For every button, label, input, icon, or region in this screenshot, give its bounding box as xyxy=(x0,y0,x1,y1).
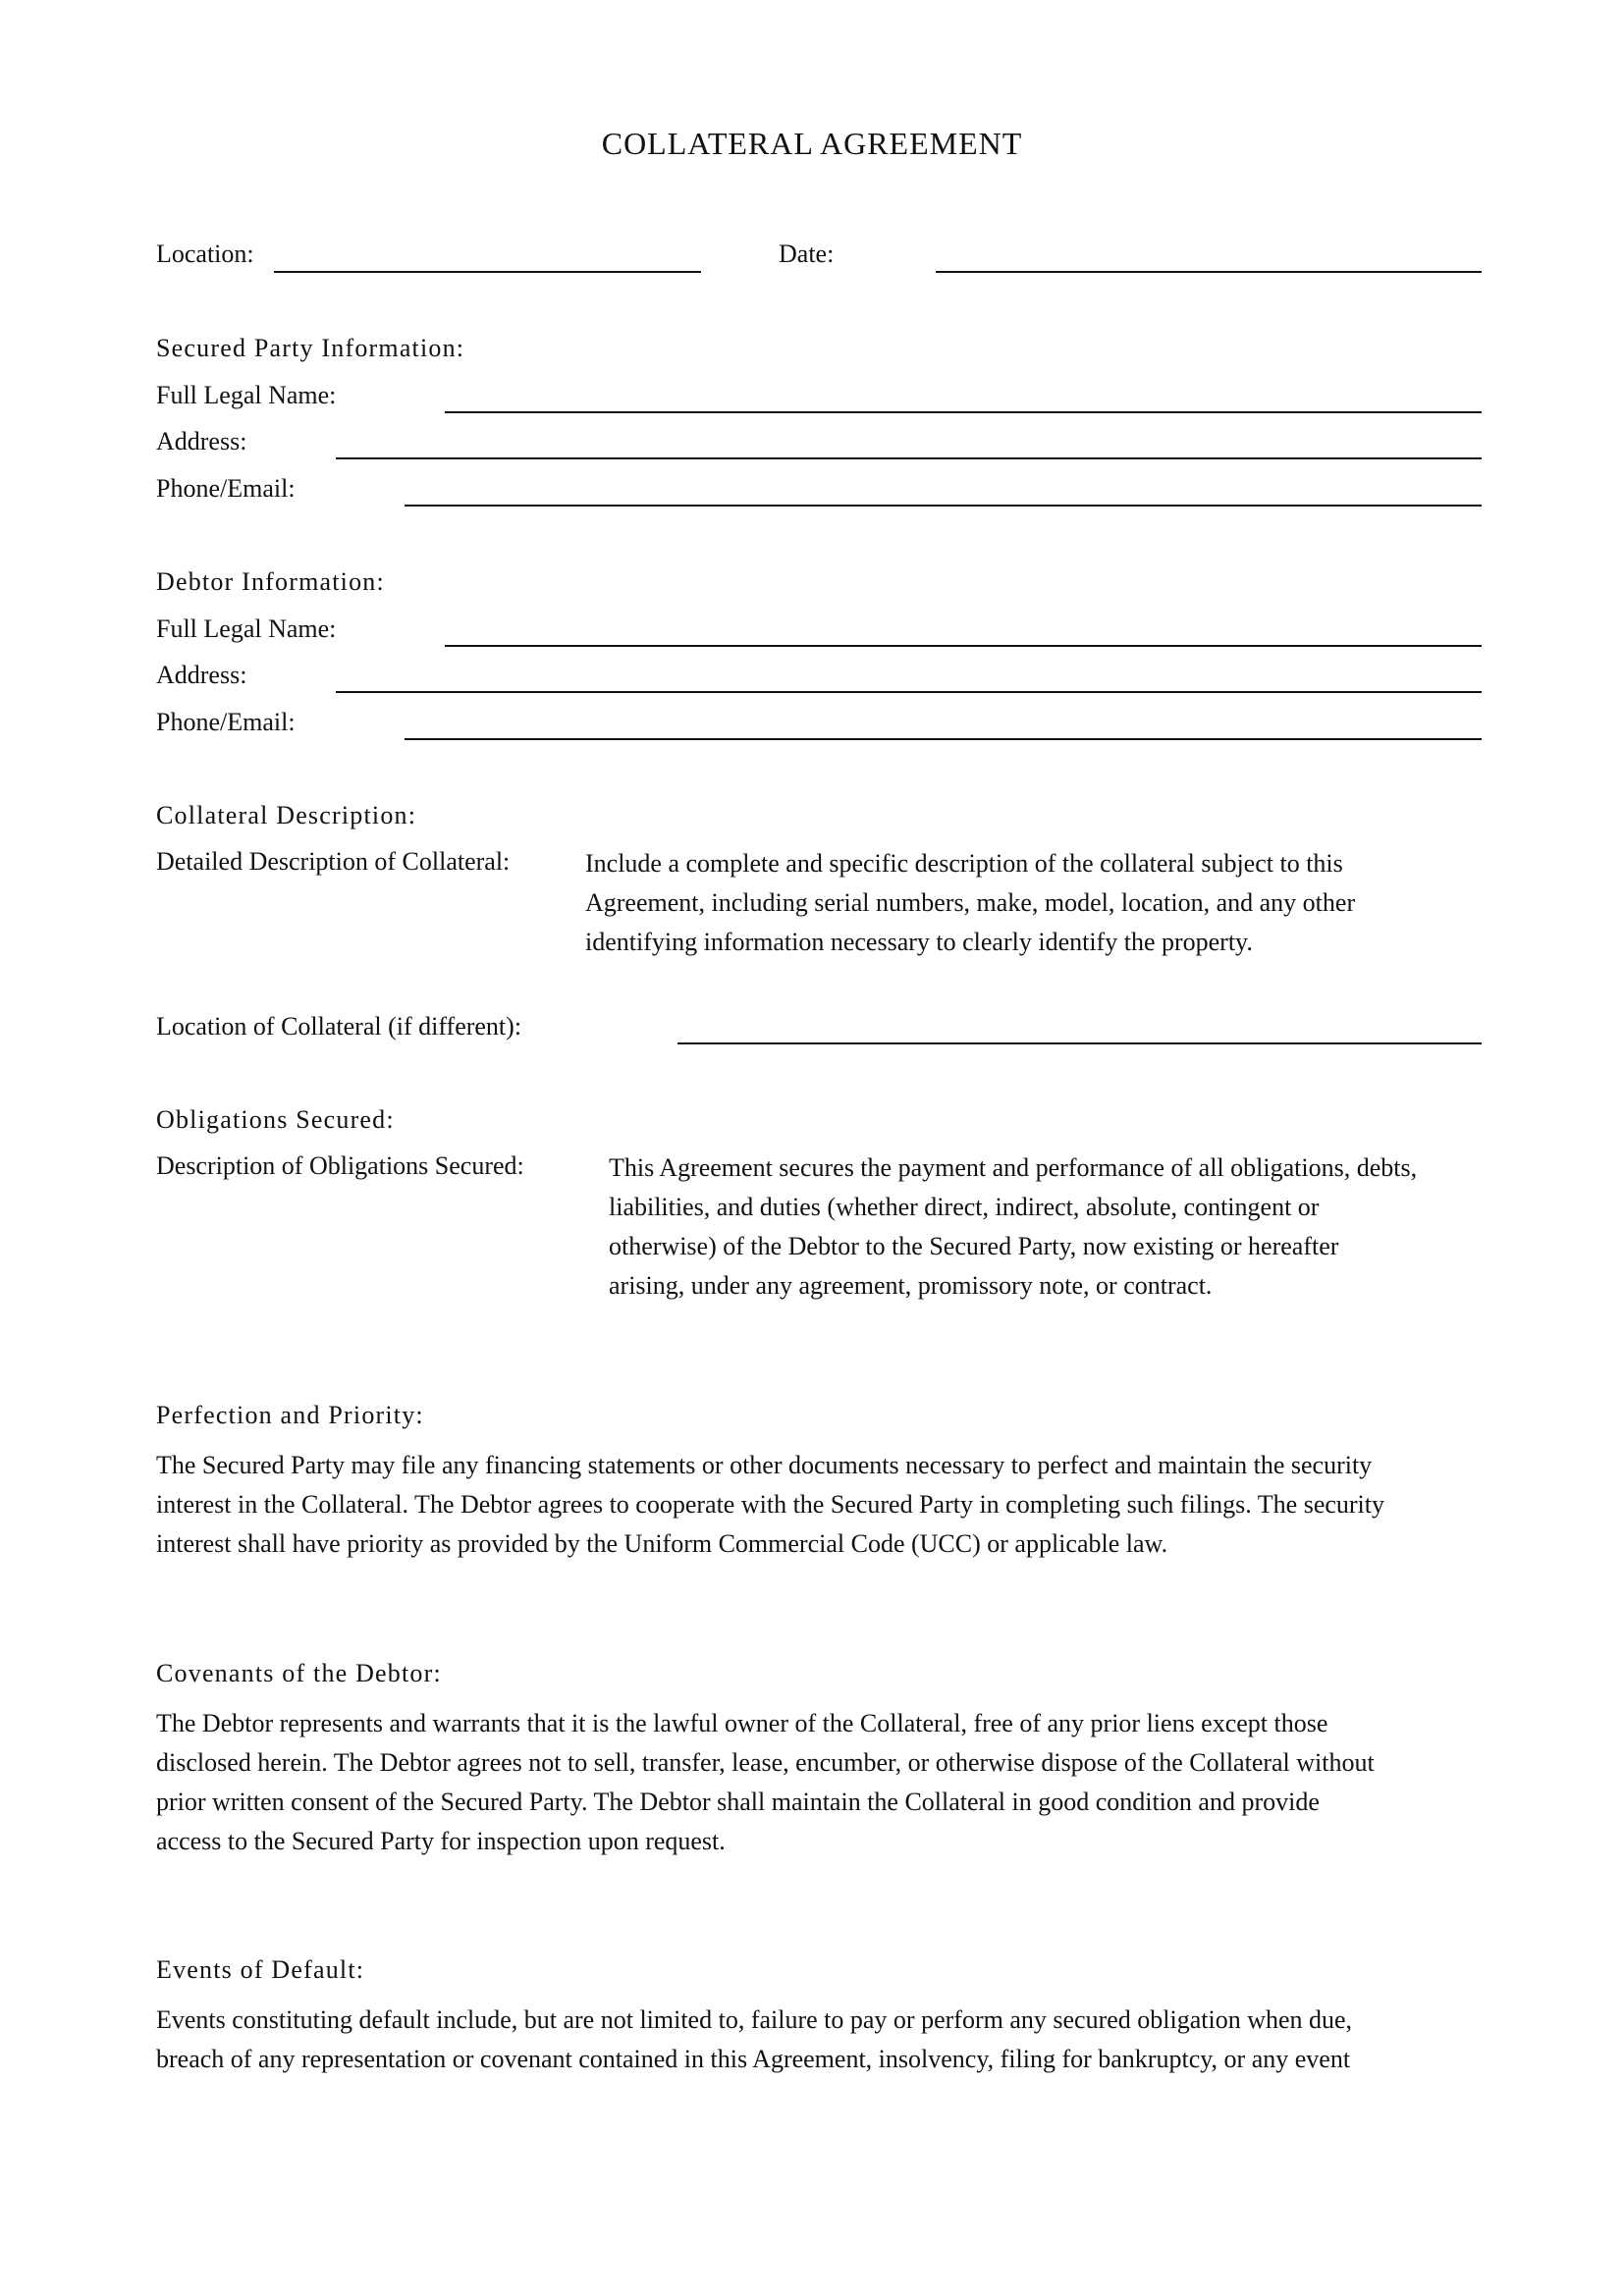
text-line: liabilities, and duties (whether direct, indirect, absolute, contingent or xyxy=(609,1193,1320,1221)
text-line: Include a complete and specific description of the collateral subject to this xyxy=(585,849,1343,878)
debtor-address-label: Address: xyxy=(156,661,247,689)
debtor-contact-field[interactable] xyxy=(405,738,1482,740)
collateral-location-field[interactable] xyxy=(677,1042,1482,1044)
text-line: breach of any representation or covenant contained in this Agreement, insolvency, filing for bankruptcy, or any event xyxy=(156,2045,1351,2073)
text-line: identifying information necessary to clearly identify the property. xyxy=(585,928,1253,956)
text-line: Agreement, including serial numbers, make, model, location, and any other xyxy=(585,888,1356,917)
default-heading: Events of Default: xyxy=(156,1955,365,1984)
text-line: Events constituting default include, but are not limited to, failure to pay or perform any secured obligation when due, xyxy=(156,2005,1353,2034)
secured-party-heading: Secured Party Information: xyxy=(156,334,465,362)
debtor-name-label: Full Legal Name: xyxy=(156,614,337,643)
text-line: The Secured Party may file any financing statements or other documents necessary to perfect and maintain the security xyxy=(156,1451,1373,1479)
secured-party-name-field[interactable] xyxy=(445,411,1482,413)
document-title: COLLATERAL AGREEMENT xyxy=(601,126,1023,161)
text-line: arising, under any agreement, promissory note, or contract. xyxy=(609,1271,1213,1300)
collateral-detail-label: Detailed Description of Collateral: xyxy=(156,847,511,876)
covenants-heading: Covenants of the Debtor: xyxy=(156,1659,442,1687)
perfection-text xyxy=(156,1446,1384,1564)
text-line: interest shall have priority as provided by the Uniform Commercial Code (UCC) or applicable law. xyxy=(156,1529,1168,1558)
text-line: otherwise) of the Debtor to the Secured Party, now existing or hereafter xyxy=(609,1232,1339,1260)
perfection-heading: Perfection and Priority: xyxy=(156,1401,424,1429)
text-line: disclosed herein. The Debtor agrees not to sell, transfer, lease, encumber, or otherwise dispose of the Collateral without xyxy=(156,1748,1375,1777)
collateral-location-label: Location of Collateral (if different): xyxy=(156,1012,522,1041)
covenants-text xyxy=(156,1704,1375,1861)
debtor-heading: Debtor Information: xyxy=(156,567,385,596)
location-label: Location: xyxy=(156,240,254,268)
collateral-heading: Collateral Description: xyxy=(156,801,417,829)
text-line: prior written consent of the Secured Party. The Debtor shall maintain the Collateral in good condition and provide xyxy=(156,1788,1320,1816)
debtor-address-field[interactable] xyxy=(336,691,1482,693)
text-line: This Agreement secures the payment and performance of all obligations, debts, xyxy=(609,1153,1418,1182)
debtor-name-field[interactable] xyxy=(445,645,1482,647)
secured-party-contact-field[interactable] xyxy=(405,505,1482,507)
default-text xyxy=(156,2001,1352,2079)
secured-party-contact-label: Phone/Email: xyxy=(156,474,296,503)
debtor-contact-label: Phone/Email: xyxy=(156,708,296,736)
secured-party-address-field[interactable] xyxy=(336,457,1482,459)
location-field[interactable] xyxy=(274,271,701,273)
text-line: The Debtor represents and warrants that it is the lawful owner of the Collateral, free of any prior liens except those xyxy=(156,1709,1328,1737)
text-line: interest in the Collateral. The Debtor agrees to cooperate with the Secured Party in completing such filings. The security xyxy=(156,1490,1385,1519)
obligations-text xyxy=(609,1148,1417,1306)
obligations-heading: Obligations Secured: xyxy=(156,1105,395,1134)
secured-party-address-label: Address: xyxy=(156,427,247,455)
text-line: access to the Secured Party for inspection upon request. xyxy=(156,1827,726,1855)
date-field[interactable] xyxy=(936,271,1482,273)
collateral-detail-text xyxy=(585,844,1355,962)
secured-party-name-label: Full Legal Name: xyxy=(156,381,337,409)
date-label: Date: xyxy=(779,240,835,268)
obligations-label: Description of Obligations Secured: xyxy=(156,1151,524,1180)
